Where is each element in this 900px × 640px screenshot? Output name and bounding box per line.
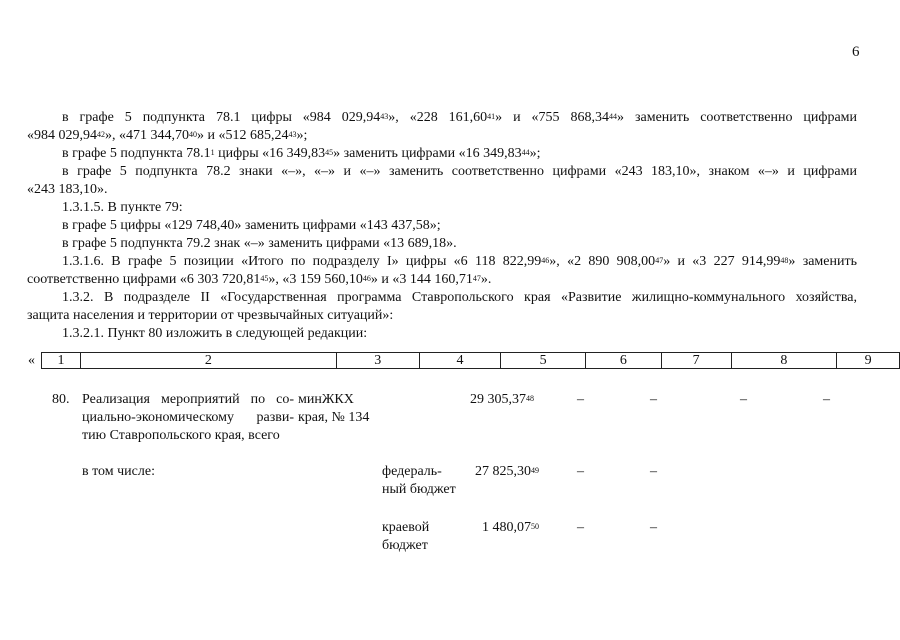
paragraph-78-1-1: в графе 5 подпункта 78.1$^1$ цифры «16 349,83$^{45}$» заменить цифрами «16 349,83$^{44}$»; [62,146,541,161]
paragraph-78-2-line2: «243 183,10». [27,182,108,197]
paragraph-79-2: в графе 5 подпункта 79.2 знак «–» заменить цифрами «13 689,18». [62,236,457,251]
row80-col7: – [650,392,657,407]
col-header-9: 9 [837,353,900,369]
row80-executor-line1: минЖКХ [298,392,354,407]
row-fed-label: в том числе: [82,464,155,479]
page-number: 6 [852,44,860,60]
paragraph-1-3-1-6-line2: соответственно цифрами «6 303 720,81$^{45}$», «3 159 560,10$^{46}$» и «3 144 160,71$^{47}$». [27,272,492,287]
row-reg-source-line1: краевой [382,520,430,535]
paragraph-1-3-2-line1: 1.3.2. В подразделе II «Государственная программа Ставропольского края «Развитие жилищно-коммунального хозяйства, [62,290,857,305]
row80-name-line1: Реализация мероприятий по со- [82,392,294,407]
row-reg-col7: – [650,520,657,535]
row-fed-source-line2: ный бюджет [382,482,456,497]
row80-name-line3: тию Ставропольского края, всего [82,428,280,443]
paragraph-78-2-line1: в графе 5 подпункта 78.2 знаки «–», «–» и «–» заменить соответственно цифрами «243 183,10», знаком «–» и цифрами [62,164,857,179]
open-quote: « [28,353,35,368]
table-header [41,352,900,369]
col-header-3: 3 [336,353,419,369]
row-reg-source-line2: бюджет [382,538,428,553]
row-reg-col6: – [577,520,584,535]
row-reg-value: 1 480,07$^{50}$ [482,520,539,535]
row-fed-source-line1: федераль- [382,464,442,479]
paragraph-1-3-2-line2: защита населения и территории от чрезвычайных ситуаций»: [27,308,394,323]
paragraph-78-1-line1: в графе 5 подпункта 78.1 цифры «984 029,94$^{43}$», «228 161,60$^{41}$» и «755 868,34$^{44}$» заменить соответственно цифрами [62,110,858,125]
col-header-7: 7 [661,353,731,369]
row80-col9: – [823,392,830,407]
row80-number: 80. [52,392,70,407]
col-header-8: 8 [731,353,837,369]
paragraph-1-3-2-1: 1.3.2.1. Пункт 80 изложить в следующей редакции: [62,326,368,341]
paragraph-1-3-1-5: 1.3.1.5. В пункте 79: [62,200,183,215]
col-header-5: 5 [501,353,586,369]
col-header-2: 2 [80,353,336,369]
row-fed-value: 27 825,30$^{49}$ [475,464,539,479]
col-header-6: 6 [586,353,662,369]
row80-executor-line2: края, № 134 [298,410,370,425]
row80-col8: – [740,392,747,407]
row80-value: 29 305,37$^{48}$ [470,392,534,407]
row-fed-col6: – [577,464,584,479]
paragraph-79-value: в графе 5 цифры «129 748,40» заменить цифрами «143 437,58»; [62,218,441,233]
row80-name-line2: циально-экономическому разви- [82,410,294,425]
col-header-1: 1 [42,353,81,369]
paragraph-78-1-line2: «984 029,94$^{42}$», «471 344,70$^{40}$» и «512 685,24$^{43}$»; [27,128,308,143]
row80-col6: – [577,392,584,407]
paragraph-1-3-1-6-line1: 1.3.1.6. В графе 5 позиции «Итого по подразделу I» цифры «6 118 822,99$^{46}$», «2 890 908,00$^{47}$» и «3 227 914,99$^{48}$» заменить [62,254,857,269]
row-fed-col7: – [650,464,657,479]
col-header-4: 4 [419,353,501,369]
